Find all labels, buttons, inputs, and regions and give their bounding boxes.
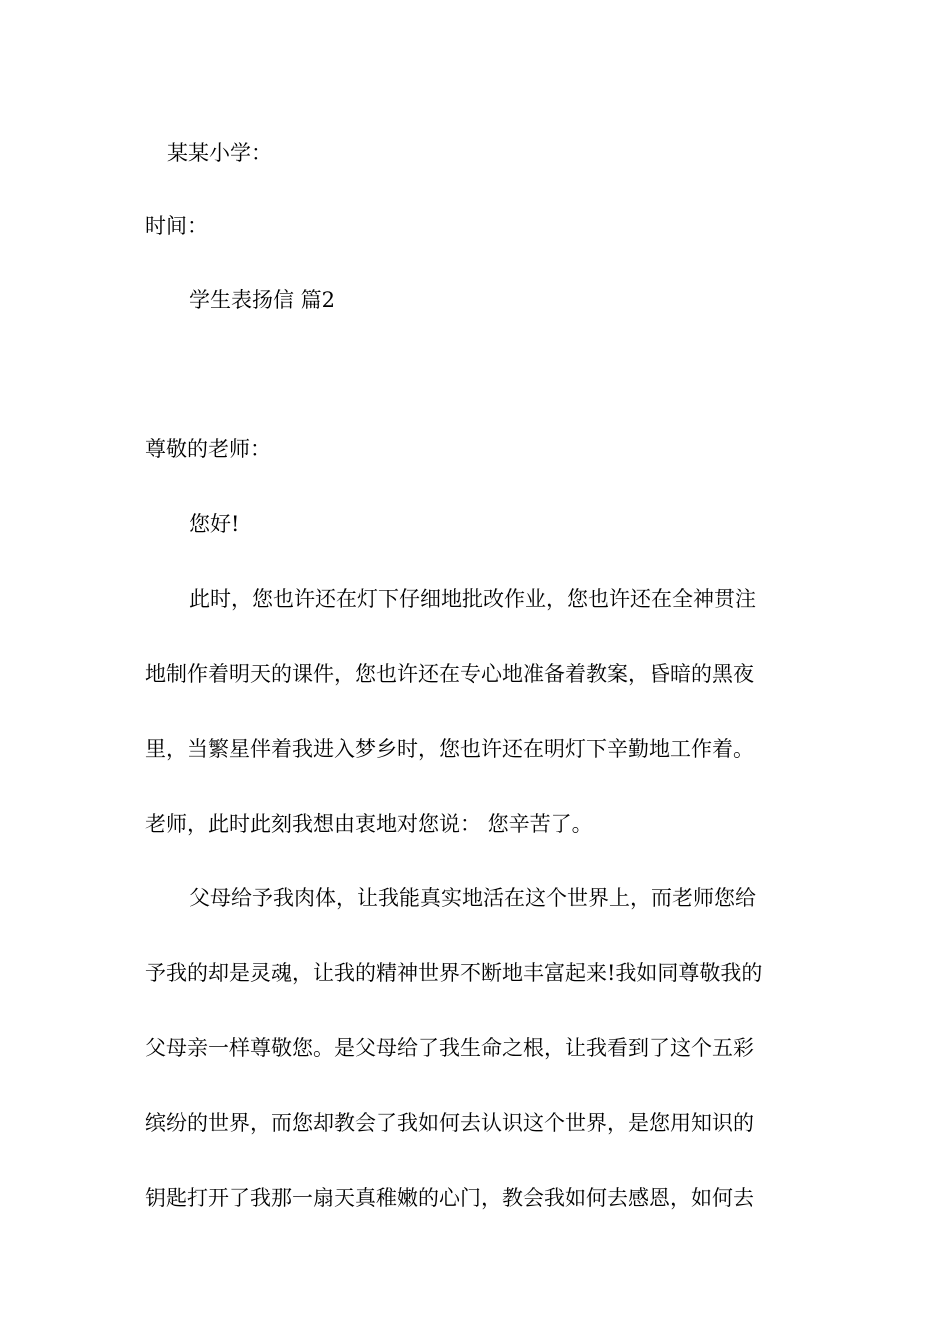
section-title: 学生表扬信 篇2 [189, 288, 336, 312]
greeting: 您好! [189, 512, 240, 536]
paragraph2-line: 钥匙打开了我那一扇天真稚嫩的心门，教会我如何去感恩，如何去 [145, 1186, 754, 1210]
salutation: 尊敬的老师： [145, 437, 271, 461]
paragraph1-line: 老师，此时此刻我想由衷地对您说： 您辛苦了。 [145, 812, 593, 836]
paragraph2-line: 予我的却是灵魂，让我的精神世界不断地丰富起来!我如同尊敬我的 [145, 961, 763, 985]
paragraph1-line: 地制作着明天的课件，您也许还在专心地准备着教案，昏暗的黑夜 [145, 662, 754, 686]
signature-school: 某某小学： [167, 141, 272, 165]
paragraph1-line: 里，当繁星伴着我进入梦乡时，您也许还在明灯下辛勤地工作着。 [145, 737, 754, 761]
paragraph1-line: 此时，您也许还在灯下仔细地批改作业，您也许还在全神贯注 [189, 587, 756, 611]
signature-time: 时间： [145, 214, 208, 238]
paragraph2-line: 缤纷的世界，而您却教会了我如何去认识这个世界，是您用知识的 [145, 1111, 754, 1135]
paragraph2-line: 父母亲一样尊敬您。是父母给了我生命之根，让我看到了这个五彩 [145, 1036, 754, 1060]
paragraph2-line: 父母给予我肉体，让我能真实地活在这个世界上，而老师您给 [189, 886, 756, 910]
